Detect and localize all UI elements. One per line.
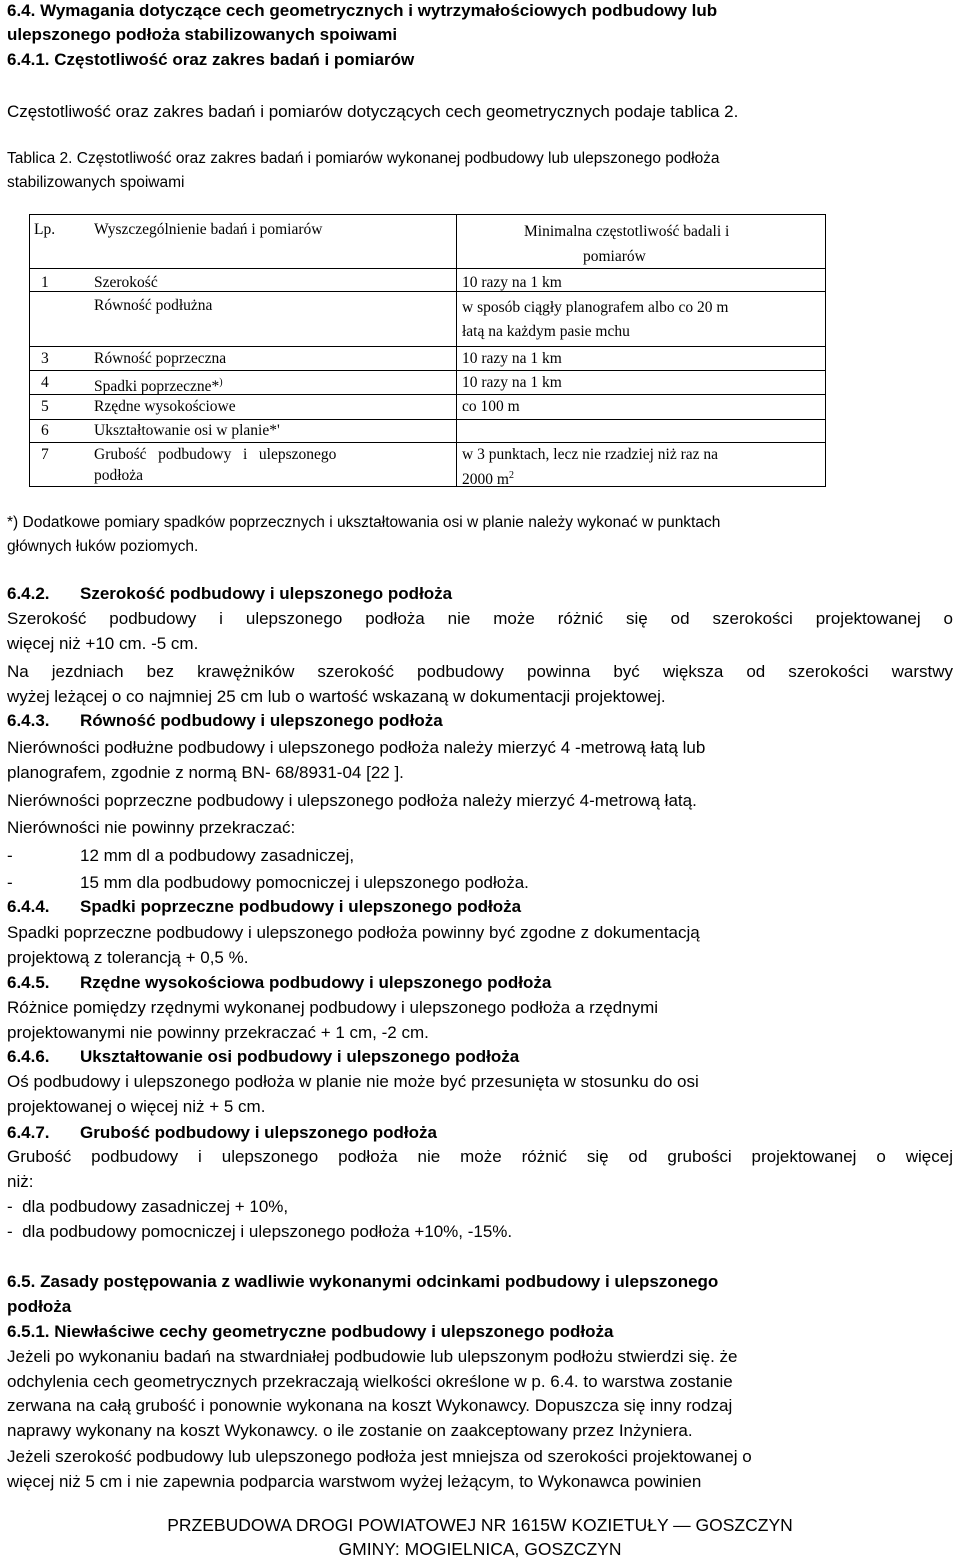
table-row-5-name: Rzędne wysokościowe <box>94 398 236 415</box>
header-name: Wyszczególnienie badań i pomiarów <box>94 221 323 238</box>
paragraph-line: Jeżeli po wykonaniu badań na stwardniałej podbudowie lub ulepszonym podłożu stwierdzi się. że <box>7 1347 738 1366</box>
section-heading-6-4: 6.4. Wymagania dotyczące cech geometrycznych i wytrzymałościowych podbudowy lub <box>7 1 718 20</box>
section-number: 6.4.6. <box>7 1047 50 1066</box>
section-heading-6-4-6 <box>7 1046 519 1068</box>
header-freq-line2: pomiarów <box>583 248 646 265</box>
list-dash: - <box>7 846 13 865</box>
paragraph-line: naprawy wykonany na koszt Wykonawcy. o ile zostanie on zaakceptowany przez Inżyniera. <box>7 1421 693 1440</box>
section-title: Rzędne wysokościowa podbudowy i ulepszonego podłoża <box>80 973 552 992</box>
table-line <box>456 214 457 487</box>
list-dash: - <box>7 873 13 892</box>
table-row-3-name: Równość poprzeczna <box>94 350 227 367</box>
header-lp: Lp. <box>34 221 56 238</box>
paragraph-line: wyżej leżącej o co najmniej 25 cm lub o wartość wskazaną w dokumentacji projektowej. <box>7 687 666 706</box>
table-row-7-freq-sup: 2 <box>508 470 514 481</box>
table-row-4-name-sup: ) <box>219 377 223 388</box>
table-row-1-name: Szerokość <box>94 274 158 291</box>
paragraph-line: więcej niż 5 cm i nie zapewnia podparcia warstwom wyżej leżącym, to Wykonawca powinien <box>7 1472 702 1491</box>
table-row-6-name: Ukształtowanie osi w planie*' <box>94 422 280 439</box>
table-row-2-freq-line2: łatą na każdym pasie mchu <box>462 323 630 340</box>
table-row-6-lp: 6 <box>41 422 49 439</box>
table-line <box>29 486 826 487</box>
section-title: Spadki poprzeczne podbudowy i ulepszonego podłoża <box>80 897 522 916</box>
table-line <box>29 214 30 487</box>
table-row-5-freq: co 100 m <box>462 398 520 415</box>
list-item: - dla podbudowy zasadniczej + 10%, <box>7 1197 289 1216</box>
paragraph-line: Nierówności nie powinny przekraczać: <box>7 818 296 837</box>
paragraph-line: Spadki poprzeczne podbudowy i ulepszonego podłoża powinny być zgodne z dokumentacją <box>7 923 700 942</box>
list-item <box>7 845 354 867</box>
paragraph-line: projektową z tolerancją + 0,5 %. <box>7 948 249 967</box>
section-number: 6.4.2. <box>7 584 50 603</box>
section-heading-6-4-5 <box>7 972 551 994</box>
section-heading-6-4-cont: ulepszonego podłoża stabilizowanych spoiwami <box>7 25 398 44</box>
section-number: 6.4.5. <box>7 973 50 992</box>
table-line <box>29 268 826 269</box>
table-row-7-name-line2: podłoża <box>94 467 144 484</box>
section-title: Grubość podbudowy i ulepszonego podłoża <box>80 1123 437 1142</box>
table-row-2-name: Równość podłużna <box>94 297 213 314</box>
section-heading-6-4-1: 6.4.1. Częstotliwość oraz zakres badań i pomiarów <box>7 50 415 69</box>
section-title: Szerokość podbudowy i ulepszonego podłoża <box>80 584 453 603</box>
footnote-line1: *) Dodatkowe pomiary spadków poprzecznych i ukształtowania osi w planie należy wykonać w punktach <box>7 514 721 531</box>
section-title: Ukształtowanie osi podbudowy i ulepszonego podłoża <box>80 1047 520 1066</box>
page-footer-line1: PRZEBUDOWA DROGI POWIATOWEJ NR 1615W KOZIETUŁY — GOSZCZYN <box>167 1515 793 1535</box>
table-row-2-freq-line1: w sposób ciągły planografem albo co 20 m <box>462 299 729 316</box>
list-item <box>7 872 529 894</box>
list-item-text: 12 mm dl a podbudowy zasadniczej, <box>80 846 355 865</box>
table-row-7-name-line1: Grubość podbudowy i ulepszonego <box>94 446 337 463</box>
paragraph-line: Nierówności podłużne podbudowy i ulepszonego podłoża należy mierzyć 4 -metrową łatą lub <box>7 738 706 757</box>
table-row-3-freq: 10 razy na 1 km <box>462 350 562 367</box>
table-line <box>29 214 826 215</box>
paragraph-line: zerwana na całą grubość i ponownie wykonana na koszt Wykonawcy. Dopuszcza się inny rodzaj <box>7 1396 733 1415</box>
section-heading-6-4-3 <box>7 710 443 732</box>
table-row-4-lp: 4 <box>41 374 49 391</box>
table-row-4-name-text: Spadki poprzeczne* <box>94 378 220 396</box>
table-row-4-freq: 10 razy na 1 km <box>462 374 562 391</box>
paragraph-line: planografem, zgodnie z normą BN- 68/8931-04 [22 ]. <box>7 763 404 782</box>
paragraph-line: Jeżeli szerokość podbudowy lub ulepszonego podłoża jest mniejsza od szerokości projektowanej o <box>7 1447 752 1466</box>
table-row-7-lp: 7 <box>41 446 49 463</box>
section-heading-6-4-2 <box>7 583 452 605</box>
paragraph-line: Różnice pomiędzy rzędnymi wykonanej podbudowy i ulepszonego podłoża a rzędnymi <box>7 998 659 1017</box>
table-row-1-lp: 1 <box>41 274 49 291</box>
intro-paragraph: Częstotliwość oraz zakres badań i pomiarów dotyczących cech geometrycznych podaje tablica 2. <box>7 102 739 121</box>
page-footer-line2: GMINY: MOGIELNICA, GOSZCZYN <box>338 1539 622 1559</box>
section-heading-6-4-7 <box>7 1122 437 1144</box>
section-number: 6.4.3. <box>7 711 50 730</box>
table-row-3-lp: 3 <box>41 350 49 367</box>
paragraph-line: więcej niż +10 cm. -5 cm. <box>7 634 199 653</box>
list-item: - dla podbudowy pomocniczej i ulepszonego podłoża +10%, -15%. <box>7 1222 513 1241</box>
paragraph-line: projektowanej o więcej niż + 5 cm. <box>7 1097 266 1116</box>
section-heading-6-5-1: 6.5.1. Niewłaściwe cechy geometryczne podbudowy i ulepszonego podłoża <box>7 1322 614 1341</box>
table-row-7-freq-text: 2000 m <box>462 471 509 489</box>
table-row-1-freq: 10 razy na 1 km <box>462 274 562 291</box>
paragraph-line: niż: <box>7 1172 34 1191</box>
table-row-7-freq-line1: w 3 punktach, lecz nie rzadziej niż raz na <box>462 446 719 463</box>
section-heading-6-4-4 <box>7 896 521 918</box>
paragraph-line: odchylenia cech geometrycznych przekraczają wielkości określone w p. 6.4. to warstwa zostanie <box>7 1372 733 1391</box>
header-freq-line1: Minimalna częstotliwość badali i <box>524 223 730 240</box>
footnote-line2: głównych łuków poziomych. <box>7 538 199 555</box>
paragraph-line: Oś podbudowy i ulepszonego podłoża w planie nie może być przesunięta w stosunku do osi <box>7 1072 699 1091</box>
section-number: 6.4.7. <box>7 1123 50 1142</box>
paragraph-line: projektowanymi nie powinny przekraczać + 1 cm, -2 cm. <box>7 1023 429 1042</box>
table-line <box>825 214 826 487</box>
paragraph-line: Nierówności poprzeczne podbudowy i ulepszonego podłoża należy mierzyć 4-metrową łatą. <box>7 791 697 810</box>
table-caption-line2: stabilizowanych spoiwami <box>7 174 185 191</box>
paragraph-line: Szerokość podbudowy i ulepszonego podłoża nie może różnić się od szerokości projektowanej o <box>7 609 953 628</box>
section-title: Równość podbudowy i ulepszonego podłoża <box>80 711 443 730</box>
section-heading-6-5: 6.5. Zasady postępowania z wadliwie wykonanymi odcinkami podbudowy i ulepszonego <box>7 1272 719 1291</box>
table-row-7-freq-line2 <box>462 464 514 492</box>
paragraph-line: Na jezdniach bez krawężników szerokość podbudowy powinna być większa od szerokości warstwy <box>7 662 953 681</box>
table-row-5-lp: 5 <box>41 398 49 415</box>
section-heading-6-5-cont: podłoża <box>7 1297 72 1316</box>
table-caption-line1: Tablica 2. Częstotliwość oraz zakres badań i pomiarów wykonanej podbudowy lub ulepszonego podłoża <box>7 150 720 167</box>
list-item-text: 15 mm dla podbudowy pomocniczej i ulepszonego podłoża. <box>80 873 529 892</box>
paragraph-line: Grubość podbudowy i ulepszonego podłoża nie może różnić się od grubości projektowanej o więcej <box>7 1147 953 1166</box>
requirements-table <box>29 214 826 487</box>
section-number: 6.4.4. <box>7 897 50 916</box>
